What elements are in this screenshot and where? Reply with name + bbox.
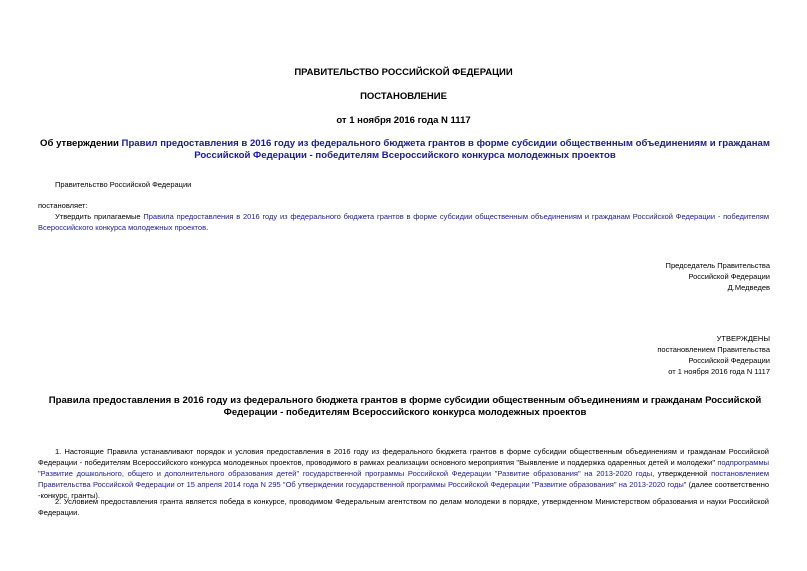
body-line-resolves: постановляет: — [38, 201, 88, 210]
rules-link[interactable]: Правил предоставления в 2016 году из федерального бюджета грантов в форме субсидии общественным объединениям и гражданам Российской Федерации - победителям Всероссийского конкурса молодежных проектов — [121, 138, 770, 161]
government-heading: ПРАВИТЕЛЬСТВО РОССИЙСКОЙ ФЕДЕРАЦИИ — [294, 67, 513, 78]
subprogram-link[interactable]: подпрограммы "Развитие дошкольного, общего и дополнительного образования детей" государственной программы Российской Федерации "Развитие образования" на 2013-2020 годы — [38, 458, 769, 478]
signature-name: Д.Медведев — [727, 283, 770, 292]
resolve-paragraph — [38, 211, 769, 233]
approved-by: постановлением Правительства — [657, 345, 770, 354]
para1-text-1: 1. Настоящие Правила устанавливают порядок и условия предоставления в 2016 году из федерального бюджета грантов в форме субсидии общественным объединениям и гражданам Российской Федерации - победителям Всероссийского конкурса молодежных проектов, проводимого в рамках реализации основного мероприятия "Выявление и поддержка одаренных детей и молодежи" — [38, 447, 769, 467]
rules-title: Правила предоставления в 2016 году из федерального бюджета грантов в форме субсидии общественным объединениям и гражданам Российской Федерации - победителям Всероссийского конкурса молодежных проектов — [48, 395, 762, 418]
paragraph-1 — [38, 446, 769, 501]
approved-country: Российской Федерации — [688, 356, 770, 365]
resolve-prefix: Утвердить прилагаемые — [55, 212, 144, 221]
paragraph-2: 2. Условием предоставления гранта является победа в конкурсе, проводимом Федеральным агентством по делам молодежи в порядке, утвержденном Министерством образования и науки Российской Федерации. — [38, 497, 769, 517]
resolve-suffix: . — [206, 223, 209, 232]
decree-link[interactable]: постановлением Правительства Российской Федерации от 15 апреля 2014 года N 295 "Об утверждении государственной программы Российской Федерации "Развитие образования" на 2013-2020 годы" — [38, 469, 769, 489]
resolve-rules-link[interactable]: Правила предоставления в 2016 году из федерального бюджета грантов в форме субсидии общественным объединениям и гражданам Российской Федерации - победителям Всероссийского конкурса молодежных проектов — [38, 212, 770, 232]
body-line-government: Правительство Российской Федерации — [55, 180, 192, 189]
doc-type-heading: ПОСТАНОВЛЕНИЕ — [360, 91, 447, 102]
para1-text-3: (далее соответственно -конкурс, гранты). — [38, 480, 770, 500]
para1-text-2: , утвержденной — [652, 469, 712, 478]
signature-country: Российской Федерации — [688, 272, 770, 281]
resolution-title — [30, 138, 780, 162]
date-number: от 1 ноября 2016 года N 1117 — [336, 115, 471, 126]
approved-label: УТВЕРЖДЕНЫ — [716, 334, 770, 343]
signature-title: Председатель Правительства — [665, 261, 770, 270]
title-prefix: Об утверждении — [40, 138, 122, 149]
approved-date: от 1 ноября 2016 года N 1117 — [668, 367, 770, 376]
